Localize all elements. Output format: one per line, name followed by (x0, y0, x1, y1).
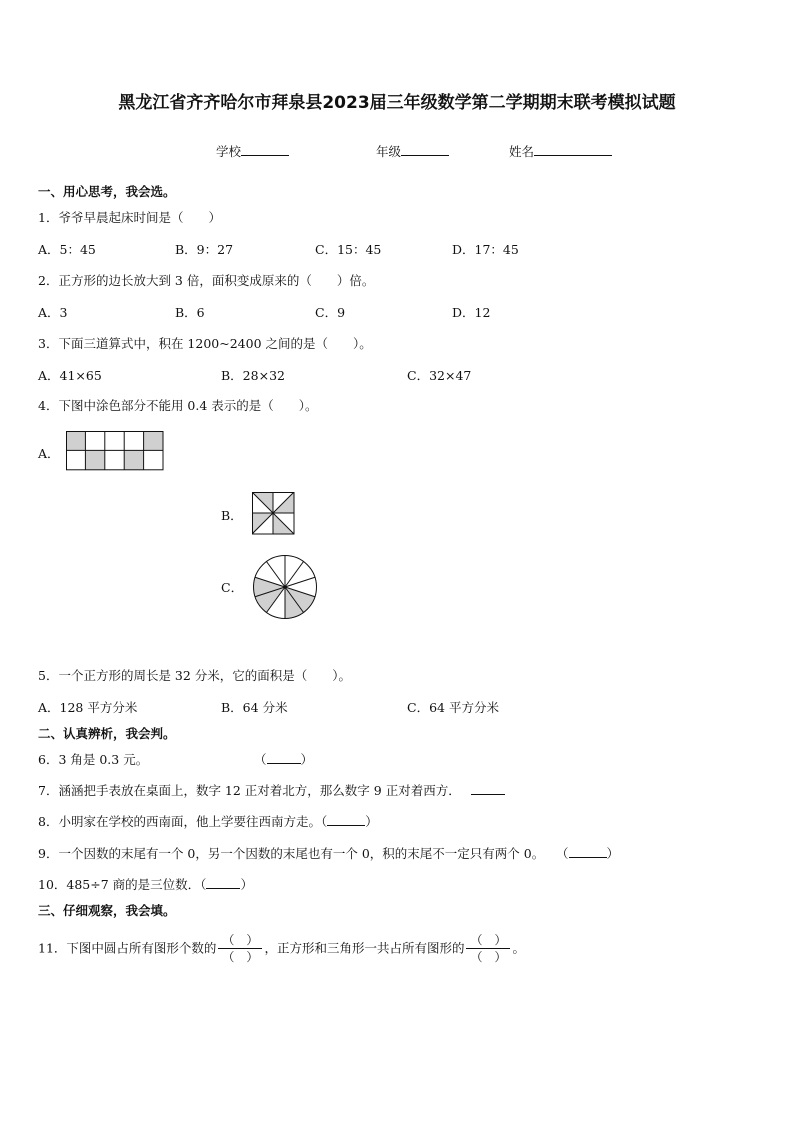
grade-label: 年级 (376, 144, 402, 159)
question-3-stem: 3．下面三道算式中，积在 1200~2400 之间的是（ ）。 (38, 336, 372, 351)
numerator-blank[interactable]: （ ） (218, 932, 262, 949)
q3-option-b[interactable]: B．28×32 (221, 368, 285, 383)
school-label: 学校 (216, 144, 242, 159)
q1-option-d[interactable]: D．17：45 (452, 242, 519, 257)
name-field (509, 142, 612, 160)
question-2-stem: 2．正方形的边长放大到 3 倍，面积变成原来的（ ）倍。 (38, 273, 375, 288)
question-7 (38, 781, 505, 799)
grid-cell-shaded (124, 450, 143, 469)
question-11-part1: 11．下图中圆占所有图形个数的 (38, 940, 217, 956)
section-1-heading: 一、用心思考，我会选。 (38, 184, 176, 199)
grade-field (376, 142, 449, 160)
grid-cell-shaded (85, 450, 104, 469)
question-10-text: 10．485÷7 商的是三位数． (38, 877, 201, 892)
q4-square-figure (252, 492, 295, 535)
q5-option-b[interactable]: B．64 分米 (221, 700, 288, 715)
question-9 (38, 844, 619, 862)
circle-divider (285, 562, 304, 587)
page-title: 黑龙江省齐齐哈尔市拜泉县2023届三年级数学第二学期期末联考模拟试题 (118, 93, 676, 113)
question-1-stem: 1．爷爷早晨起床时间是（ ） (38, 210, 221, 225)
question-9-text: 9．一个因数的末尾有一个 0，另一个因数的末尾也有一个 0，积的末尾不一定只有两个 0。 (38, 846, 545, 861)
question-10 (38, 875, 253, 893)
grade-blank[interactable] (401, 142, 449, 156)
section-2-heading: 二、认真辨析，我会判。 (38, 726, 176, 741)
q1-option-b[interactable]: B．9：27 (175, 242, 234, 257)
question-8-text: 8．小明家在学校的西南面，他上学要往西南方走。 (38, 814, 321, 829)
q3-option-a[interactable]: A．41×65 (38, 368, 102, 383)
question-8 (38, 812, 378, 830)
denominator-blank[interactable]: （ ） (470, 950, 507, 964)
circle-divider (285, 577, 315, 587)
q2-option-a[interactable]: A．3 (38, 305, 68, 320)
name-label: 姓名 (509, 144, 535, 159)
q4-option-c[interactable]: C． (221, 580, 244, 595)
question-11 (38, 932, 525, 965)
q4-option-a[interactable]: A． (38, 446, 60, 461)
question-4-stem: 4．下图中涂色部分不能用 0.4 表示的是（ ）。 (38, 398, 318, 413)
q11-fraction-blank-2[interactable] (466, 932, 510, 965)
q1-option-c[interactable]: C．15：45 (315, 242, 382, 257)
q10-answer-blank[interactable]: （ ） (200, 877, 253, 892)
q3-option-c[interactable]: C．32×47 (407, 368, 472, 383)
question-11-end: 。 (512, 940, 525, 956)
q5-option-a[interactable]: A．128 平方分米 (38, 700, 138, 715)
name-blank[interactable] (534, 142, 612, 156)
q2-option-b[interactable]: B．6 (175, 305, 205, 320)
q4-grid-figure (66, 431, 164, 471)
q5-option-c[interactable]: C．64 平方分米 (407, 700, 499, 715)
q4-circle-figure (252, 554, 318, 620)
section-3-heading: 三、仔细观察，我会填。 (38, 903, 176, 918)
q8-answer-blank[interactable]: （ ） (320, 814, 378, 829)
q11-fraction-blank-1[interactable] (218, 932, 262, 965)
question-6: 6．3 角是 0.3 元。 (38, 752, 149, 767)
q6-answer-blank[interactable]: （ ） (254, 752, 314, 767)
numerator-blank[interactable]: （ ） (466, 932, 510, 949)
question-11-part2: ，正方形和三角形一共占所有图形的 (264, 940, 465, 956)
question-5-stem: 5．一个正方形的周长是 32 分米，它的面积是（ ）。 (38, 668, 352, 683)
q1-option-a[interactable]: A．5：45 (38, 242, 96, 257)
grid-cell-shaded (144, 431, 163, 450)
q9-answer-blank[interactable]: （ ） (562, 846, 620, 861)
q2-option-d[interactable]: D．12 (452, 305, 491, 320)
q7-answer-blank[interactable] (471, 781, 505, 795)
question-7-text: 7．涵涵把手表放在桌面上，数字 12 正对着北方，那么数字 9 正对着西方． (38, 783, 461, 798)
q4-option-b[interactable]: B． (221, 508, 243, 523)
grid-cell-shaded (66, 431, 85, 450)
q2-option-c[interactable]: C．9 (315, 305, 346, 320)
school-blank[interactable] (241, 142, 289, 156)
school-field (216, 142, 289, 160)
denominator-blank[interactable]: （ ） (222, 950, 259, 964)
